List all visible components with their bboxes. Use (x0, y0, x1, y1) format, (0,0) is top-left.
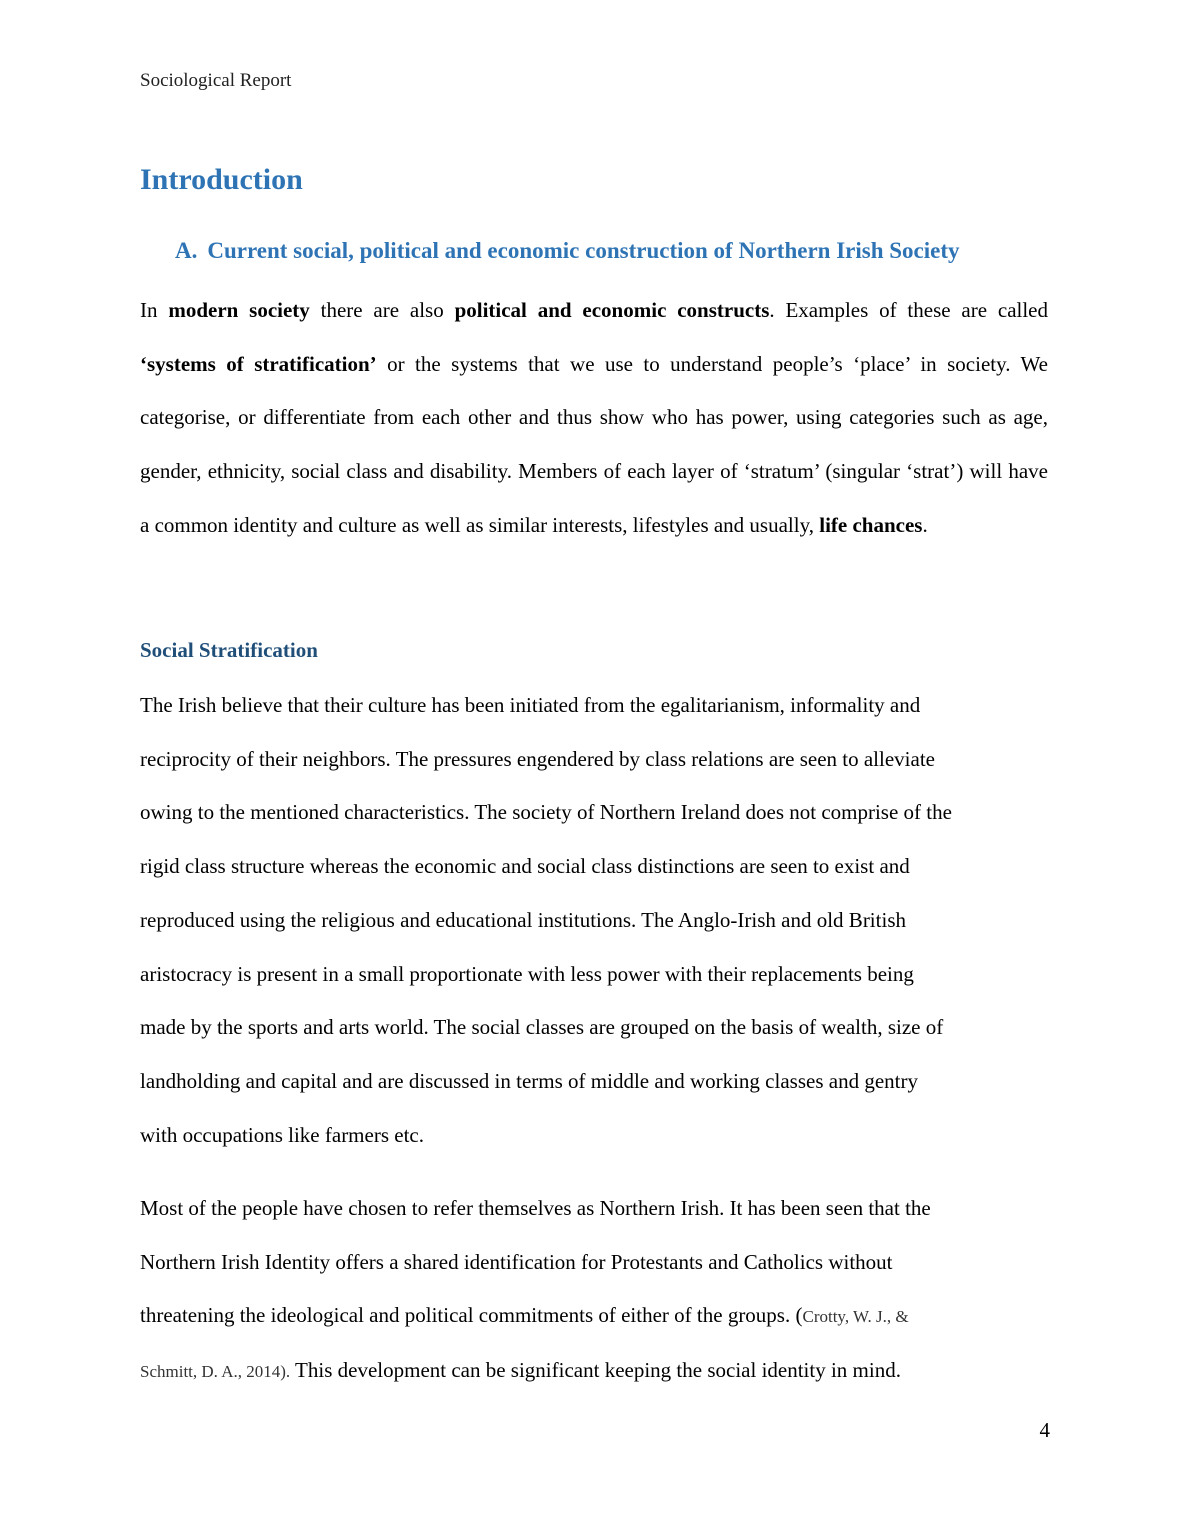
bold-term-modern-society: modern society (168, 298, 310, 322)
paragraph-line: Most of the people have chosen to refer themselves as Northern Irish. It has been seen that the (140, 1196, 931, 1220)
section-a-title: Current social, political and economic construction of Northern Irish Society (207, 238, 960, 263)
section-a-heading (175, 238, 960, 264)
paragraph-line: aristocracy is present in a small proportionate with less power with their replacements being (140, 961, 914, 986)
paragraph-line: Northern Irish Identity offers a shared identification for Protestants and Catholics without (140, 1249, 893, 1274)
paragraph-line: with occupations like farmers etc. (140, 1122, 424, 1147)
bold-term-life-chances: life chances (819, 512, 923, 537)
paragraph-line: reproduced using the religious and educational institutions. The Anglo-Irish and old British (140, 907, 906, 932)
paragraph-line: made by the sports and arts world. The social classes are grouped on the basis of wealth, size of (140, 1015, 944, 1040)
paragraph-stratification-intro (140, 284, 1048, 553)
bold-term-systems-of-stratification: ‘systems of stratification’ (140, 351, 377, 376)
paragraph-line: rigid class structure whereas the economic and social class distinctions are seen to exist and (140, 854, 910, 879)
paragraph-irish-culture (140, 679, 1048, 1162)
paragraph-line: owing to the mentioned characteristics. The society of Northern Ireland does not comprise of the (140, 800, 952, 825)
text-run: In (140, 298, 169, 322)
bold-term-constructs: political and economic constructs (454, 298, 770, 322)
subheading-social-stratification: Social Stratification (140, 638, 318, 662)
citation: Crotty, W. J., & (802, 1307, 909, 1327)
paragraph-line (140, 1289, 1048, 1344)
text-run: there are also (309, 298, 455, 322)
text-run: threatening the ideological and political commitments of either of the groups. ( (140, 1303, 803, 1328)
running-header: Sociological Report (140, 70, 292, 91)
text-run: . Examples of these are called (769, 298, 1049, 322)
citation: Schmitt, D. A., 2014). (140, 1362, 291, 1382)
page-number: 4 (1039, 1418, 1050, 1442)
text-run: This development can be significant keeping the social identity in mind. (290, 1358, 901, 1383)
section-a-marker: A. (175, 238, 198, 263)
text-run: or the systems that we use to understand people’s ‘place’ in society. We categorise, or differentiate from each other and thus show who has power, using categories such as age, gender, ethnicity, social class and disability. Members of each layer of ‘stratum’ (singular ‘strat’) will have a common identity and culture as well as similar interests, lifestyles and usually, (140, 351, 1049, 537)
paragraph-line: landholding and capital and are discussed in terms of middle and working classes and gentry (140, 1068, 918, 1093)
paragraph-northern-irish-identity (140, 1182, 1048, 1399)
heading-introduction: Introduction (140, 163, 303, 196)
paragraph-line: reciprocity of their neighbors. The pressures engendered by class relations are seen to alleviate (140, 746, 935, 771)
paragraph-line: The Irish believe that their culture has been initiated from the egalitarianism, informality and (140, 693, 921, 717)
text-run: . (922, 512, 928, 537)
paragraph-line (140, 1344, 1048, 1399)
